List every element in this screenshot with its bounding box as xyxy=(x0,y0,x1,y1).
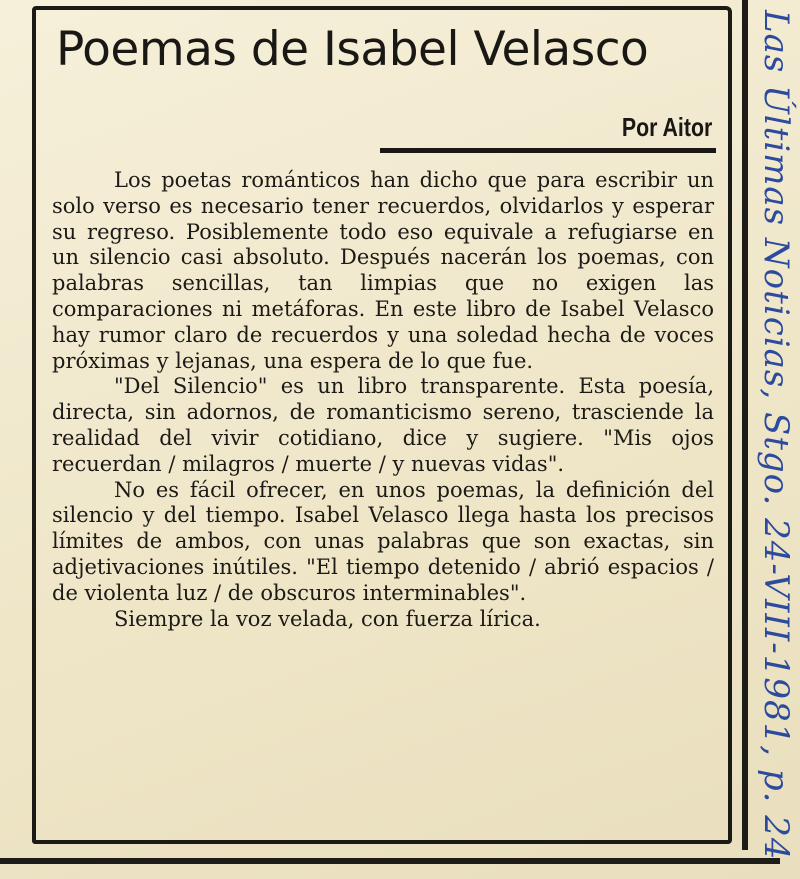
byline-rule xyxy=(380,148,716,153)
paragraph-3: No es fácil ofrecer, en unos poemas, la definición del silencio y del tiempo. Isabel Velasco llega hasta los precisos límites de ambos, con unas palabras que son exactas, sin adjetivaciones inútiles. "El tiempo detenido / abrió espacios / de violenta luz / de obscuros interminables". xyxy=(52,477,714,605)
paragraph-4: Siempre la voz velada, con fuerza lírica. xyxy=(114,606,541,631)
article-byline: Por Aitor xyxy=(621,112,712,142)
paragraph-1: Los poetas románticos han dicho que para escribir un solo verso es necesario tener recuerdos, olvidarlos y esperar su regreso. Posiblemente todo eso equivale a refugiarse en un silencio casi absoluto. Después nacerán los poemas, con palabras sencillas, tan limpias que no exigen las comparaciones ni metáforas. En este libro de Isabel Velasco hay rumor claro de recuerdos y una soledad hecha de voces próximas y lejanas, una espera de lo que fue. xyxy=(52,168,714,373)
article-title: Poemas de Isabel Velasco xyxy=(56,22,649,77)
column-divider-line xyxy=(742,0,748,850)
bottom-rule xyxy=(0,858,780,864)
handwritten-source-note: Las Últimas Noticias, Stgo. 24-VIII-1981, p. 24 xyxy=(756,10,796,861)
paragraph-2: "Del Silencio" es un libro transparente. Esta poesía, directa, sin adornos, de romanticismo sereno, trasciende la realidad del vivir cotidiano, dice y sugiere. "Mis ojos recuerdan / milagros / muerte / y nuevas vidas". xyxy=(52,374,714,476)
article-body xyxy=(52,168,714,632)
